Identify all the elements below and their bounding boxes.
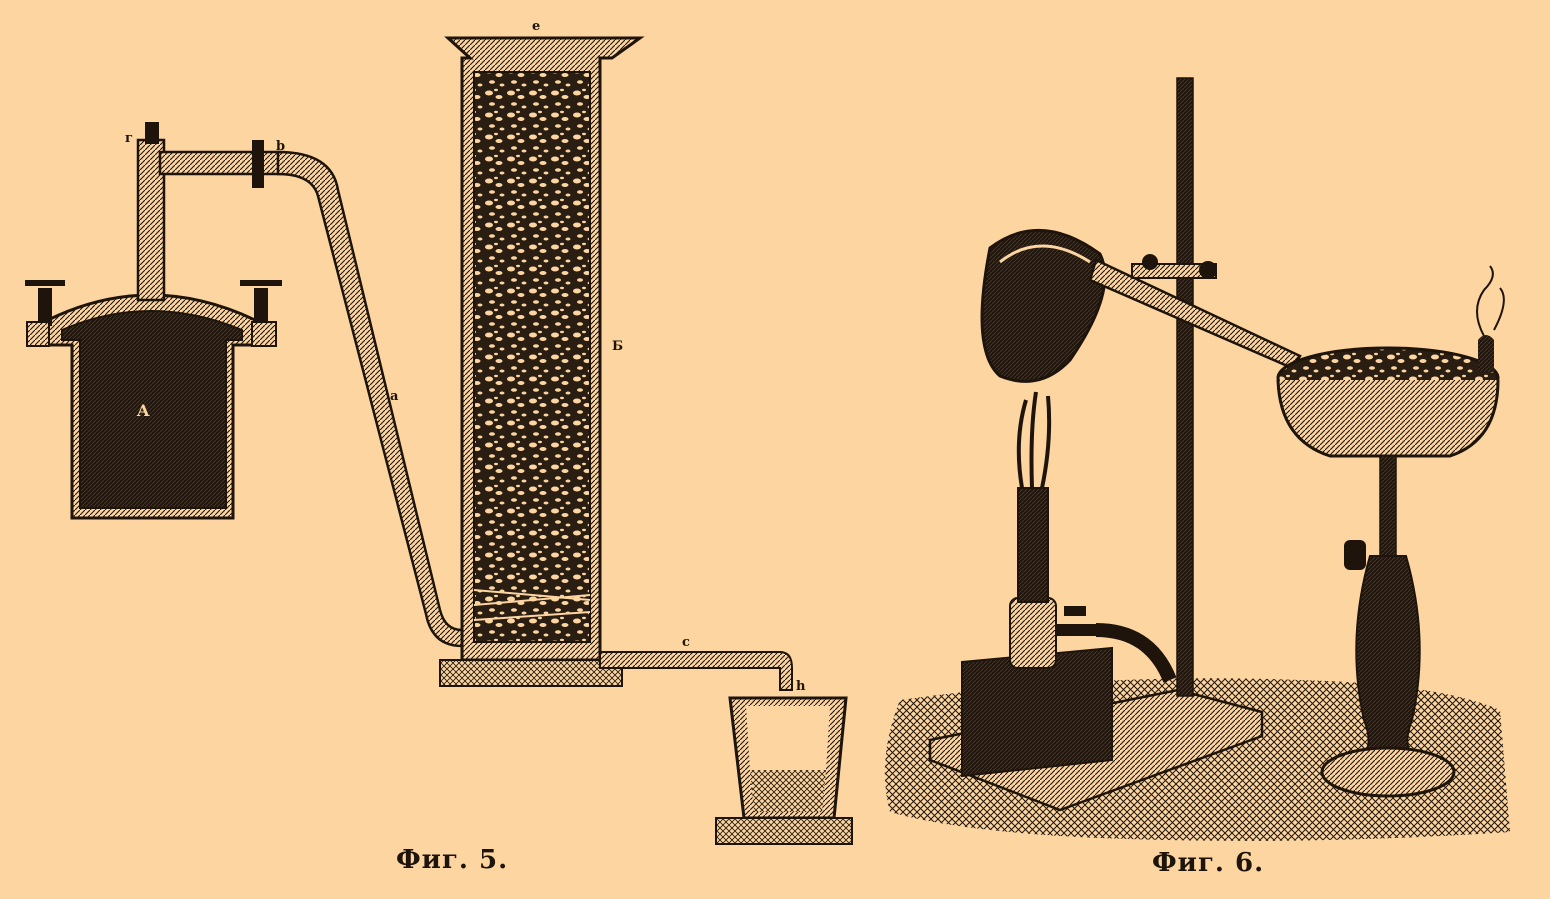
figure-5 [25,19,852,844]
vapor-icon [1477,266,1504,336]
retort-flask [982,230,1300,381]
flame-icon [1019,392,1049,488]
label-h: h [796,679,806,694]
pressure-vessel-a [48,295,255,518]
stopcock-b-icon [252,140,264,188]
collecting-beaker [716,698,852,844]
label-e: e [532,19,541,34]
retort-stand-rod [1177,78,1193,696]
label-a-pipe: a [390,389,399,404]
figure-6-caption: Фиг. 6. [1152,848,1265,878]
clamp-icon [1132,254,1217,279]
outlet-pipe-c [600,652,792,690]
label-g: г [125,131,133,146]
label-b-column: Б [612,339,624,354]
receiving-dish [1278,266,1504,456]
label-c: c [682,635,690,650]
stand-knob-icon [1344,540,1366,570]
sloping-pipe-a [278,152,462,646]
gas-tap-icon [1064,606,1086,616]
label-a-vessel: A [137,401,150,420]
figure-6 [885,78,1510,841]
filter-column-b [440,19,640,686]
figure-5-caption: Фиг. 5. [396,845,509,875]
label-b-stopcock: b [276,139,286,154]
riser-cap [145,122,159,144]
